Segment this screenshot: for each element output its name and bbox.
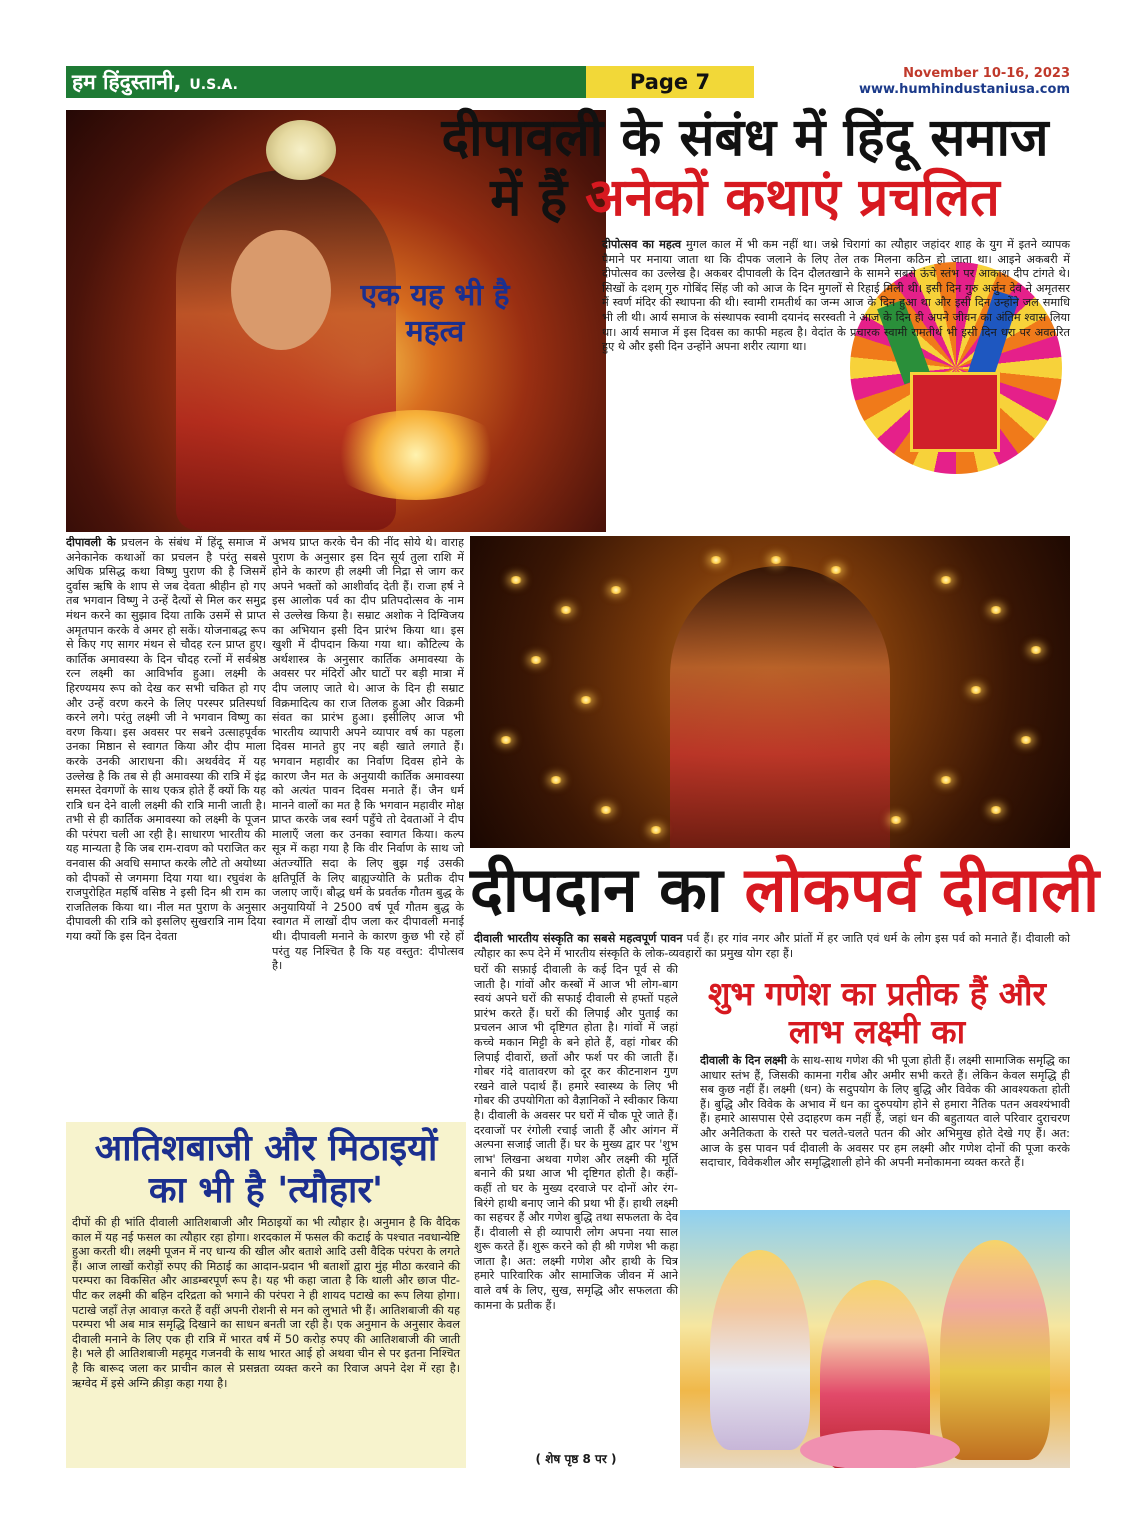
diya-lamp <box>1030 646 1042 654</box>
diya-lamp <box>830 566 842 574</box>
diya-lamp <box>510 576 522 584</box>
diya-lamp <box>610 586 622 594</box>
masthead-title: हम हिंदुस्तानी, <box>72 70 182 94</box>
diya-lamp <box>1020 736 1032 744</box>
article1-headline <box>420 108 1070 228</box>
article3-headline: शुभ गणेश का प्रतीक हैं और लाभ लक्ष्मी का <box>707 974 1047 1051</box>
diya-lamp <box>580 696 592 704</box>
article4-text: दीपों की ही भांति दीवाली आतिशबाजी और मिठाइयों का भी त्यौहार है। अनुमान है कि वैदिक काल में यह नई फसल का त्यौहार रहा होगा। शरदकाल में फसल की कटाई के पश्चात नवधान्येष्टि हुआ करती थी। लक्ष्मी पूजन में नए धान्य की खील और बताशे आदि उसी वैदिक परंपरा के लगते हैं। आज लाखों करोड़ों रुपए की मिठाई का आदान-प्रदान भी बताशों द्वारा मुंह मीठा करवाने की परम्परा का विकसित और आडम्बरपूर्ण रूप है। यह भी कहा जाता है कि थाली और छाज पीट-पीट कर लक्ष्मी की बहिन दरिद्रता को भगाने की परंपरा ने ही शायद पटाखे का रूप लिया होगा। पटाखे जहाँ तेज़ आवाज़ करते हैं वहीं अपनी रोशनी से मन को लुभाते भी हैं। आतिशबाजी की यह परम्परा भी अब मात्र समृद्धि दिखाने का साधन बनती जा रही है। एक अनुमान के अनुसार केवल दीवाली मनाने के लिए एक ही रात्रि में भारत वर्ष में 50 करोड़ रुपए की आतिशबाजी की जाती है। भले ही आतिशबाजी महमूद गजनवी के साथ भारत आई हो अथवा चीन से पर इतना निश्चित है कि बारूद जला कर प्राचीन काल से प्रसन्नता व्यक्त करने का रिवाज अपने देश में रहा है। ऋग्वेद में इसे अग्नि क्रीड़ा कहा गया है। <box>72 1216 461 1390</box>
article4-headline-line2: का भी है 'त्यौहार' <box>148 1170 384 1211</box>
article4-headline-line1: आतिशबाजी और मिठाइयों <box>94 1128 438 1169</box>
article3-lead: दीवाली के दिन लक्ष्मी <box>700 1054 787 1067</box>
diya-lamp <box>650 826 662 834</box>
article3-body: के साथ-साथ गणेश की भी पूजा होती हैं। लक्ष्मी सामाजिक समृद्धि का आधार स्तंभ हैं, जिसकी कामना गरीब और अमीर सभी करते हैं। लेकिन केवल समृद्धि ही सब कुछ नहीं हैं। लक्ष्मी (धन) के सदुपयोग के लिए बुद्धि और विवेक की आवश्यकता होती हैं। बुद्धि और विवेक के अभाव में धन का दुरुपयोग होने से हमारा नैतिक पतन अवश्यंभावी हैं। हमारे आसपास ऐसे उदाहरण कम नहीं हैं, जहां धन की बहुतायत वाले परिवार दुराचरण और अनैतिकता के रास्ते पर चलते-चलते पतन की ओर अभिमुख होते देखे गए हैं। अत: आज के इस पावन पर्व दीवाली के अवसर पर हम लक्ष्मी और गणेश दोनों की पूजा करके सदाचार, विवेकशील और समृद्धिशाली होने की अपनी मनोकामना व्यक्त करते हैं। <box>700 1054 1070 1170</box>
dateline <box>859 66 1070 98</box>
article1-column2: अभय प्राप्त करके चैन की नींद सोये थे। वाराह पुराण के अनुसार इस दिन सूर्य तुला राशि में होने के कारण ही लक्ष्मी जी निद्रा से जाग कर अपने भक्तों को आशीर्वाद देती हैं। राजा हर्ष ने इस आलोक पर्व का दीप प्रतिपदोत्सव के नाम से उल्लेख किया है। सम्राट अशोक ने दिग्विजय का अभियान इसी दिन प्रारंभ किया था। इस खुशी में दीपदान किया गया था। कौटिल्य के अर्थशास्त्र के अनुसार कार्तिक अमावस्या के अवसर पर मंदिरों और घाटों पर बड़ी मात्रा में दीप जलाए जाते थे। आज के दिन ही सम्राट विक्रमादित्य का राज तिलक हुआ और विक्रमी संवत का प्रारंभ हुआ। इसीलिए आज भी भारतीय व्यापारी अपने व्यापार वर्ष का पहला दिवस मानते हुए नए बही खाते लगाते हैं। भगवान महावीर का निर्वाण दिवस होने के कारण जैन मत के अनुयायी कार्तिक अमावस्या को अत्यंत पावन दिवस मनाते हैं। जैन धर्म मानने वालों का मत है कि भगवान महावीर मोक्ष प्राप्त करके जब स्वर्ग पहुँचे तो देवताओं ने दीप मालाएँ जला कर उनका स्वागत किया। कल्प सूत्र में कहा गया है कि वीर निर्वाण के साथ जो अंतर्ज्योति सदा के लिए बुझ गई उसकी क्षतिपूर्ति के लिए बाह्यज्योति के प्रतीक दीप जलाए जाएँ। बौद्ध धर्म के प्रवर्तक गौतम बुद्ध के अनुयायियों ने 2500 वर्ष पूर्व गौतम बुद्ध के स्वागत में लाखों दीप जला कर दीपावली मनाई थी। दीपावली मनाने के कारण कुछ भी रहे हों परंतु यह निश्चित है कि यह वस्तुत: दीपोत्सव है। <box>272 536 464 973</box>
page-number: Page 7 <box>586 66 754 98</box>
article2-lede-lead: दीवाली भारतीय संस्कृति का सबसे महत्वपूर्ण पावन <box>474 932 683 945</box>
diya-lamp <box>560 606 572 614</box>
diya-lamp <box>970 686 982 694</box>
article4-headline <box>72 1128 460 1212</box>
photo-face <box>231 230 331 350</box>
article2-lede-text: पर्व हैं। हर गांव नगर और प्रांतों में हर जाति एवं धर्म के लोग इस पर्व को मनाते हैं। दीवाली को त्यौहार का रूप देने में भारतीय संस्कृति के लोक-व्यवहारों का प्रमुख योग रहा हैं। <box>474 932 1070 960</box>
article1-headline-line1: दीपावली के संबंध में हिंदू समाज <box>441 108 1049 168</box>
article2-column: घरों की सफ़ाई दीवाली के कई दिन पूर्व से की जाती है। गांवों और कस्बों में आज भी लोग-बाग स्वयं अपने घरों की सफाई दीवाली से हफ्तों पहले प्रारंभ करते हैं। घरों की लिपाई और पुताई का प्रचलन आज भी दृष्टिगत होता है। गांवों में जहां कच्चे मकान मिट्टी के बने होते हैं, वहां गोबर की लिपाई दीवारों, छतों और फर्श पर की जाती हैं। गोबर गंदे वातावरण को दूर कर कीटनाशन गुण रखने वाले पदार्थ हैं। हमारे स्वास्थ्य के लिए भी गोबर की उपयोगिता को वैज्ञानिकों ने स्वीकार किया है। दीवाली के अवसर पर घरों में चौक पूरे जाते हैं। दरवाजों पर रंगोली रचाई जाती हैं और आंगन में अल्पना सजाई जाती हैं। घर के मुख्य द्वार पर 'शुभ लाभ' लिखना अथवा गणेश और लक्ष्मी की मूर्ति बनाने की प्रथा आज भी दृष्टिगत होती है। कहीं-कहीं तो घर के मुख्य दरवाजे पर दोनों ओर रंग-बिरंगे हाथी बनाए जाने की प्रथा भी हैं। हाथी लक्ष्मी का सहचर हैं और गणेश बुद्धि तथा सफलता के देव हैं। दीवाली से ही व्यापारी लोग अपना नया साल शुरू करते हैं। शुरू करने को ही श्री गणेश भी कहा जाता है। अत: लक्ष्मी गणेश और हाथी के चित्र हमारे पारिवारिक और सामाजिक जीवन में आने वाले वर्ष के लिए, सुख, समृद्धि और सफलता की कामना के प्रतीक हैं। <box>474 963 678 1312</box>
diya-lamp <box>940 776 952 784</box>
diya-lamp <box>550 776 562 784</box>
article2-lede <box>474 932 1070 962</box>
article3-text <box>700 1054 1070 1214</box>
saraswati-figure <box>710 1250 810 1450</box>
diyas-woman-photo <box>470 536 1070 848</box>
article2-headline <box>470 850 1100 930</box>
diya-lamp <box>500 736 512 744</box>
col1-lead: दीपावली के <box>66 536 116 549</box>
article1-headline-red: अनेकों कथाएं प्रचलित <box>585 168 1000 228</box>
continued-note: ( शेष पृष्ठ 8 पर ) <box>535 1452 617 1466</box>
website-link[interactable]: www.humhindustaniusa.com <box>858 82 1070 97</box>
sidebar-heading: एक यह भी है महत्व <box>360 278 510 349</box>
article1-headline-line2 <box>420 168 1070 228</box>
photo-flower <box>266 120 336 180</box>
col1-text: प्रचलन के संबंध में हिंदू समाज में अनेकानेक कथाओं का प्रचलन है परंतु सबसे अधिक प्रसिद्ध कथा विष्णु पुराण की है जिसमें दुर्वास ऋषि के शाप से जब देवता श्रीहीन हो गए तब भगवान विष्णु ने उन्हें दैत्यों से मिल कर समुद्र मंथन करने का सुझाव दिया ताकि उसमें से प्राप्त अमृतपान करके वे अमर हो सकें। योजनाबद्ध रूप से किए गए सागर मंथन से चौदह रत्न प्राप्त हुए। कार्तिक अमावस्या के दिन चौदह रत्नों में सर्वश्रेष्ठ रत्न लक्ष्मी का आविर्भाव हुआ। लक्ष्मी के हिरण्यमय रूप को देख कर सभी चकित हो गए और उन्हें वरण करने के लिए परस्पर प्रतिस्पर्धा करने लगे। परंतु लक्ष्मी जी ने भगवान विष्णु का वरण किया। इस अवसर पर सबने उत्साहपूर्वक उनका मिष्ठान से स्वागत किया और दीप माला करके उनकी आराधना की। अथर्ववेद में यह उल्लेख है कि तब से ही अमावस्या की रात्रि में इंद्र समस्त देवगणों के साथ एकत्र होते हैं क्यों कि यह रात्रि धन देने वाली लक्ष्मी की रात्रि मानी जाती है। तभी से ही कार्तिक अमावस्या को लक्ष्मी के पूजन की परंपरा चली आ रही है। साधारण भारतीय की यह मान्यता है कि जब राम-रावण को पराजित कर वनवास की अवधि समाप्त करके लौटे तो अयोध्या को दीपकों से जगमगा दिया गया था। रघुवंश के राजपुरोहित महर्षि वसिष्ठ ने इसी दिन श्री राम का राजतिलक किया था। नील मत पुराण के अनुसार दीपावली की रात्रि को इसलिए सुखरात्रि नाम दिया गया क्यों कि इस दिन देवता <box>66 536 266 944</box>
article4-box <box>66 1122 466 1468</box>
page-header <box>66 66 1070 98</box>
ganesha-figure <box>940 1240 1050 1460</box>
article1-headline-black: में हैं <box>490 168 568 228</box>
masthead-sub: U.S.A. <box>189 77 238 93</box>
article2-headline-black: दीपदान का <box>470 853 723 926</box>
diya-lamp <box>890 816 902 824</box>
article1-intro <box>602 238 1070 528</box>
diya-lamp <box>770 556 782 564</box>
diya-lamp <box>530 656 542 664</box>
article2-headline-red: लोकपर्व दीवाली <box>744 853 1100 926</box>
intro-lead: दीपोत्सव का महत्व <box>602 238 682 251</box>
deities-illustration <box>680 1210 1070 1468</box>
article1-column1 <box>66 536 266 1116</box>
lotus-base <box>800 1430 960 1468</box>
diya-lamp <box>600 806 612 814</box>
diya-lamp <box>990 806 1002 814</box>
photo-lamp-glow <box>326 410 506 500</box>
diya-lamp <box>940 576 952 584</box>
intro-text: मुगल काल में भी कम नहीं था। जश्ने चिरागां का त्यौहार जहांदर शाह के युग में इतने व्यापक पैमाने पर मनाया जाता था कि दीपक जलाने के लिए तेल तक मिलना कठिन हो जाता था। आइने अकबरी में दीपोत्सव का उल्लेख है। अकबर दीपावली के दिन दौलतखाने के सामने सबसे ऊंचे स्तंभ पर आकाश दीप टांगते थे। सिखों के दशम् गुरु गोबिंद सिंह जी को आज के दिन मुगलों से रिहाई मिली थी। इसी दिन गुरु अर्जुन देव ने अमृतसर में स्वर्ण मंदिर की स्थापना की थी। स्वामी रामतीर्थ का जन्म आज के दिन हुआ था और इसी दिन उन्होंने जल समाधि भी ली थी। आर्य समाज के संस्थापक स्वामी दयानंद सरस्वती ने आज के दिन ही अपने जीवन का अंतिम श्वास लिया था। आर्य समाज में इस दिवस का काफी महत्व है। वेदांत के प्रचारक स्वामी रामतीर्थ भी इसी दिन धरा पर अवतरित हुए थे और इसी दिन उन्होंने अपना शरीर त्यागा था। <box>602 238 1071 354</box>
issue-date: November 10-16, 2023 <box>903 66 1070 81</box>
masthead <box>66 66 586 98</box>
photo2-figure <box>670 566 890 848</box>
diya-lamp <box>990 606 1002 614</box>
diya-lamp <box>710 556 722 564</box>
